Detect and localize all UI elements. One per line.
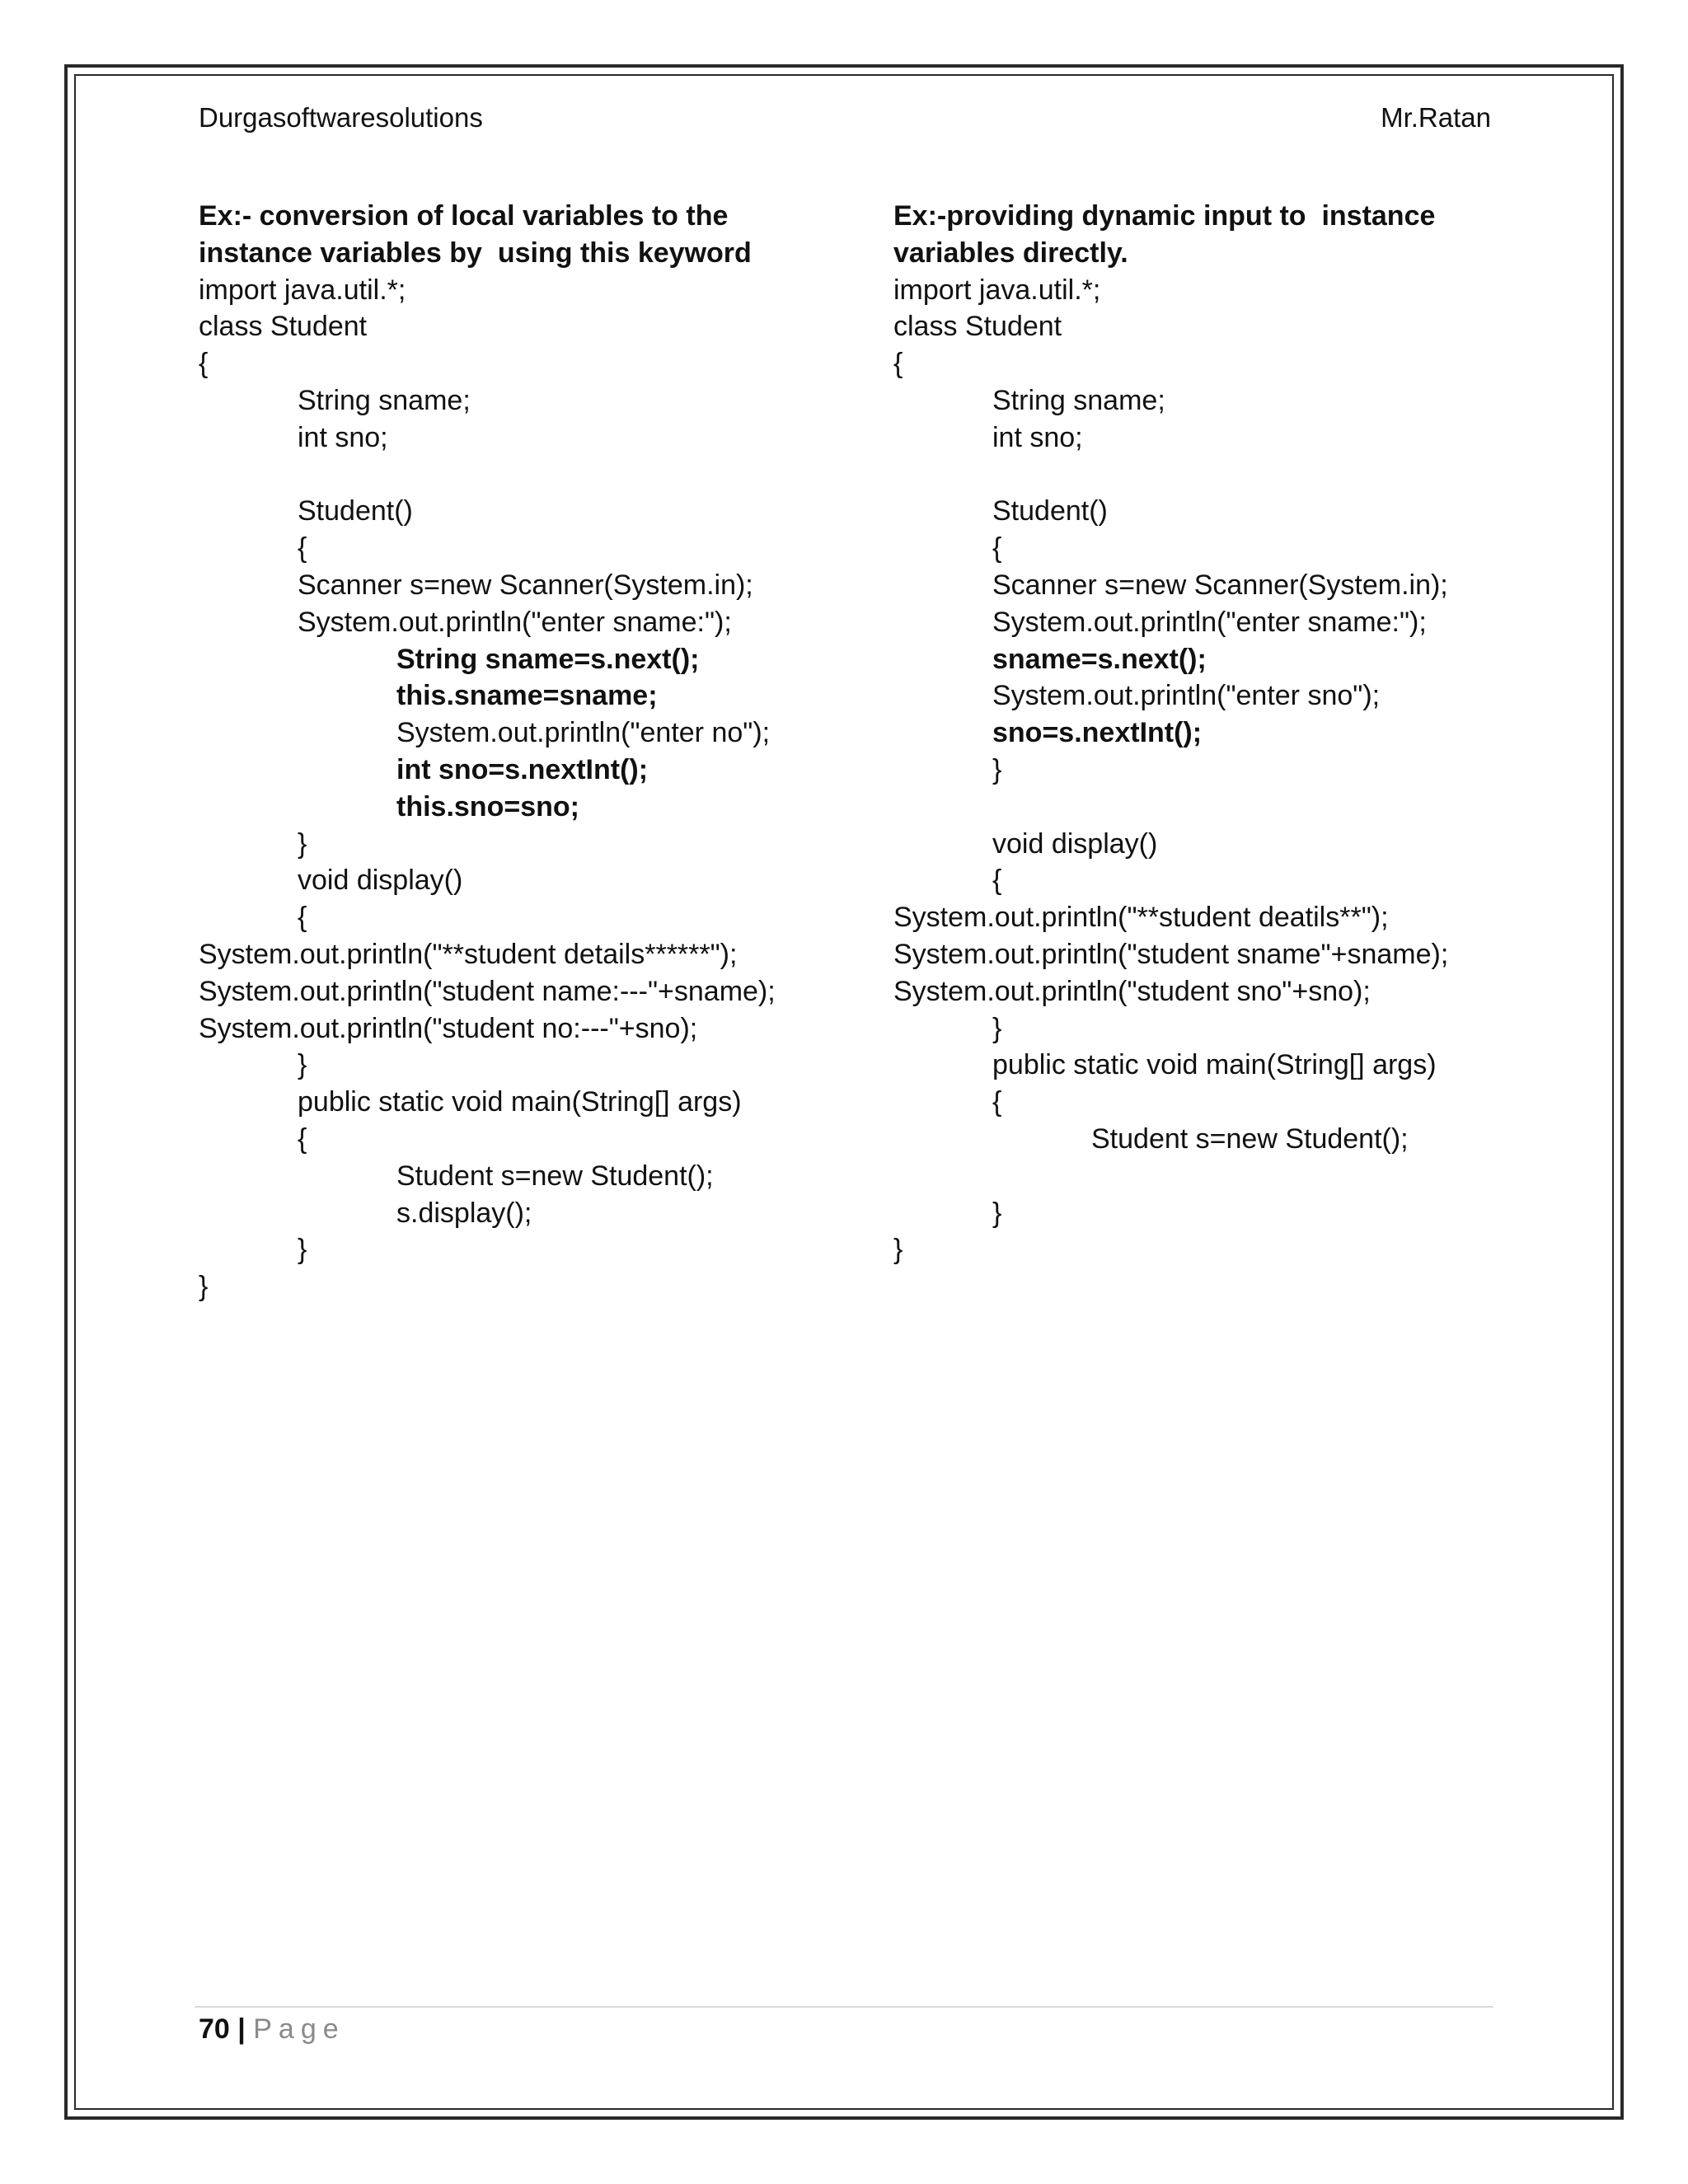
- code-line: System.out.println("student sname"+sname);: [893, 938, 1449, 970]
- code-line: class Student: [893, 311, 1062, 343]
- code-line: int sno=s.nextInt();: [396, 753, 649, 785]
- code-line: String sname;: [298, 384, 471, 416]
- code-line: System.out.println("enter sno");: [992, 680, 1381, 712]
- code-line: {: [298, 1122, 307, 1155]
- code-line: Student s=new Student();: [396, 1160, 714, 1192]
- code-line: {: [199, 348, 209, 380]
- code-line: {: [893, 348, 903, 380]
- code-line: System.out.println("**student details******");: [199, 938, 738, 970]
- code-line: Ex:-providing dynamic input to instance: [893, 200, 1436, 232]
- code-line: Student s=new Student();: [1091, 1122, 1409, 1155]
- left-code-column: [199, 198, 874, 1305]
- code-line: }: [298, 827, 307, 860]
- code-line: }: [992, 753, 1002, 785]
- code-line: {: [298, 532, 307, 565]
- code-line: Ex:- conversion of local variables to the: [199, 200, 729, 232]
- code-line: void display(): [298, 865, 463, 897]
- blank-line: [893, 789, 1569, 826]
- page-number: 70: [199, 2013, 230, 2045]
- code-line: sno=s.nextInt();: [992, 717, 1203, 749]
- code-line: int sno;: [992, 421, 1083, 453]
- blank-line: [893, 457, 1569, 494]
- code-line: class Student: [199, 311, 368, 343]
- blank-line: [199, 457, 874, 494]
- code-line: }: [992, 1197, 1002, 1229]
- footer-divider: [195, 2006, 1493, 2008]
- code-line: public static void main(String[] args): [298, 1086, 742, 1118]
- code-line: String sname;: [992, 384, 1165, 416]
- code-line: }: [199, 1271, 209, 1303]
- code-line: {: [992, 865, 1002, 897]
- code-line: {: [298, 902, 307, 934]
- code-line: }: [298, 1049, 307, 1081]
- code-line: this.sno=sno;: [396, 790, 579, 823]
- code-line: sname=s.next();: [992, 643, 1207, 675]
- code-line: import java.util.*;: [893, 274, 1101, 306]
- code-line: this.sname=sname;: [396, 680, 658, 712]
- code-line: }: [992, 1012, 1002, 1044]
- code-line: System.out.println("enter sname:");: [298, 606, 732, 638]
- code-line: instance variables by using this keyword: [199, 237, 752, 269]
- code-line: {: [992, 532, 1002, 565]
- code-line: Student(): [992, 495, 1108, 527]
- code-line: }: [893, 1234, 903, 1266]
- page-footer: [199, 2011, 345, 2047]
- blank-line: [893, 1158, 1569, 1195]
- header-company-name: Durgasoftwaresolutions: [199, 102, 483, 133]
- code-line: System.out.println("enter no");: [396, 717, 771, 749]
- header-author-name: Mr.Ratan: [1381, 102, 1491, 133]
- right-code-column: [893, 198, 1569, 1268]
- code-line: Scanner s=new Scanner(System.in);: [992, 569, 1448, 601]
- code-line: Scanner s=new Scanner(System.in);: [298, 569, 753, 601]
- page-label: Page: [253, 2013, 345, 2045]
- code-line: System.out.println("student no:---"+sno);: [199, 1012, 698, 1044]
- code-line: variables directly.: [893, 237, 1128, 269]
- code-line: String sname=s.next();: [396, 643, 700, 675]
- code-line: System.out.println("student name:---"+sname);: [199, 975, 776, 1007]
- code-line: System.out.println("enter sname:");: [992, 606, 1427, 638]
- code-line: int sno;: [298, 421, 388, 453]
- code-line: }: [298, 1234, 307, 1266]
- code-line: System.out.println("**student deatils**");: [893, 902, 1389, 934]
- code-line: Student(): [298, 495, 413, 527]
- code-line: void display(): [992, 827, 1158, 860]
- code-line: System.out.println("student sno"+sno);: [893, 975, 1371, 1007]
- code-line: s.display();: [396, 1197, 532, 1229]
- footer-separator: |: [237, 2013, 246, 2045]
- code-line: public static void main(String[] args): [992, 1049, 1437, 1081]
- code-line: import java.util.*;: [199, 274, 406, 306]
- code-line: {: [992, 1086, 1002, 1118]
